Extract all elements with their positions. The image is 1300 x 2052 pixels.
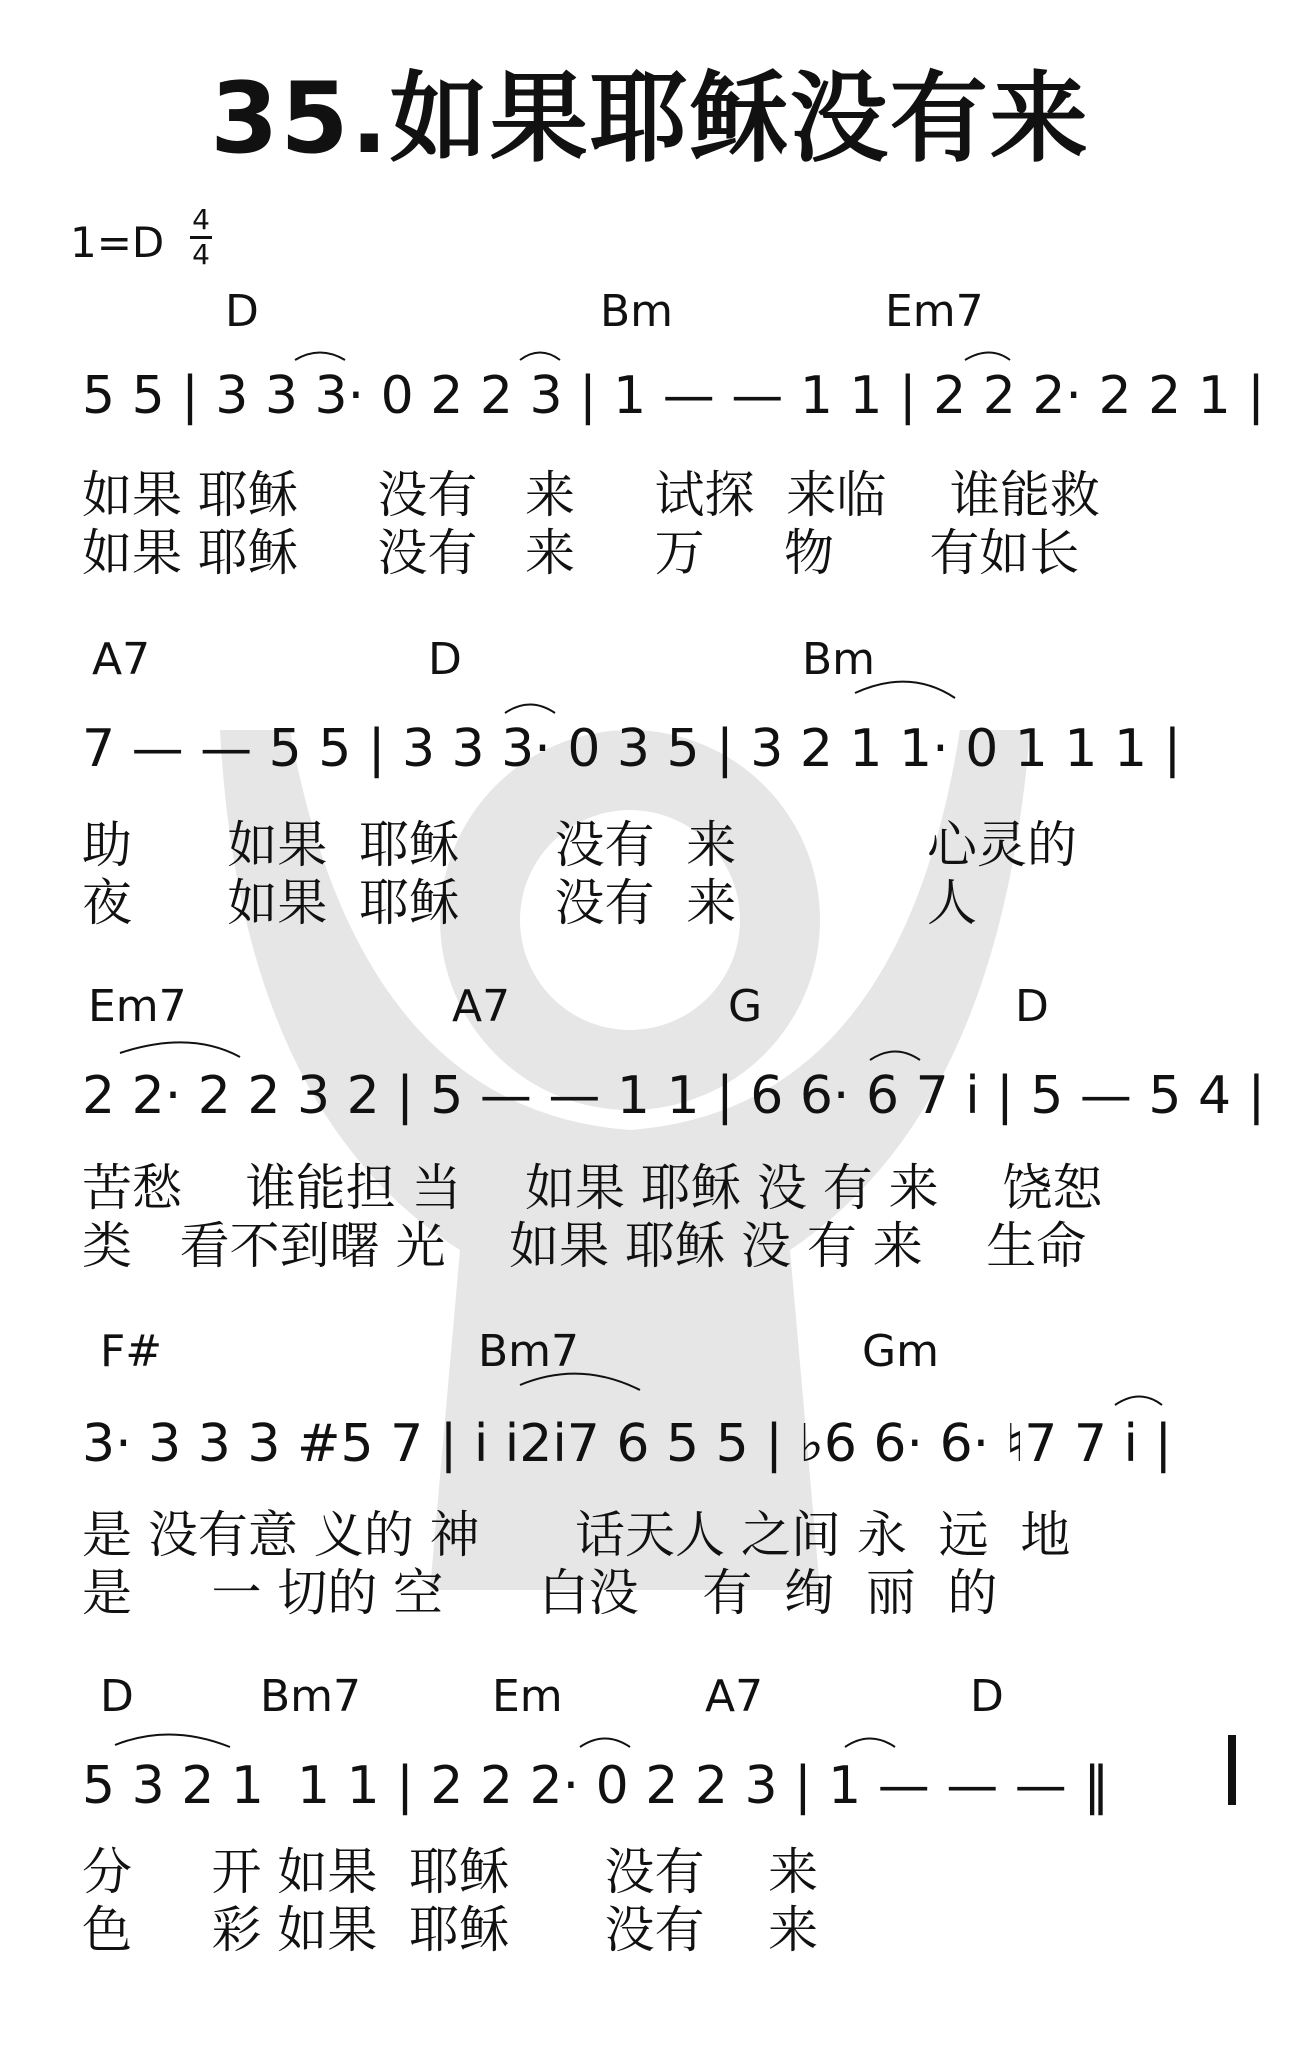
time-signature-top: 4 — [192, 203, 210, 236]
chord-label: F# — [100, 1326, 163, 1377]
key-signature: 1=D — [70, 218, 165, 267]
chord-label: D — [428, 634, 462, 685]
chord-label: Bm7 — [478, 1326, 580, 1377]
lyric-line-1: 如果 耶稣 没有 来 试探 来临 谁能救 — [82, 466, 1100, 524]
chord-label: D — [970, 1671, 1004, 1722]
chord-label: Em7 — [885, 286, 984, 337]
chord-label: Em — [492, 1671, 563, 1722]
system-2 — [0, 634, 1300, 978]
lyric-line-2: 类 看不到曙 光 如果 耶稣 没 有 来 生命 — [82, 1217, 1087, 1275]
system-4 — [0, 1326, 1300, 1670]
note-line: 2 2· 2 2 3 2 | 5 — — 1 1 | 6 6· 6 7 i | 5 — 5 4 | — [82, 1066, 1266, 1126]
lyric-line-1: 苦愁 谁能担 当 如果 耶稣 没 有 来 饶恕 — [82, 1159, 1103, 1217]
song-title: 35.如果耶稣没有来 — [210, 62, 1090, 176]
chord-label: A7 — [452, 981, 511, 1032]
system-3 — [0, 981, 1300, 1325]
note-line: 7 — — 5 5 | 3 3 3· 0 3 5 | 3 2 1 1· 0 1 1 1 | — [82, 719, 1182, 779]
note-line: 3· 3 3 3 #5 7 | i i2i7 6 5 5 | ♭6 6· 6· ♮7 7 i | — [82, 1414, 1173, 1474]
note-line: 5 3 2 1 1 1 | 2 2 2· 0 2 2 3 | 1 — — — ‖ — [82, 1756, 1110, 1816]
chord-label: D — [225, 286, 259, 337]
chord-label: D — [1015, 981, 1049, 1032]
note-line: 5 5 | 3 3 3· 0 2 2 3 | 1 — — 1 1 | 2 2 2· 2 2 1 | — [82, 366, 1265, 426]
system-5 — [0, 1671, 1300, 2015]
chord-label: Bm7 — [260, 1671, 362, 1722]
chord-label: Bm — [802, 634, 876, 685]
chord-label: G — [728, 981, 763, 1032]
lyric-line-1: 分 开 如果 耶稣 没有 来 — [82, 1843, 819, 1901]
system-1 — [0, 286, 1300, 630]
lyric-line-2: 是 一 切的 空 白没 有 绚 丽 的 — [82, 1564, 998, 1622]
chord-label: Gm — [862, 1326, 939, 1377]
chord-label: A7 — [705, 1671, 764, 1722]
time-signature — [190, 205, 212, 270]
chord-label: D — [100, 1671, 134, 1722]
lyric-line-2: 色 彩 如果 耶稣 没有 来 — [82, 1901, 819, 1959]
lyric-line-2: 夜 如果 耶稣 没有 来 人 — [82, 874, 978, 932]
chord-label: Bm — [600, 286, 674, 337]
chord-label: A7 — [92, 634, 151, 685]
lyric-line-2: 如果 耶稣 没有 来 万 物 有如长 — [82, 524, 1080, 582]
time-signature-bottom: 4 — [192, 238, 210, 271]
lyric-line-1: 是 没有意 义的 神 话天人 之间 永 远 地 — [82, 1506, 1071, 1564]
chord-label: Em7 — [88, 981, 187, 1032]
lyric-line-1: 助 如果 耶稣 没有 来 心灵的 — [82, 816, 1078, 874]
